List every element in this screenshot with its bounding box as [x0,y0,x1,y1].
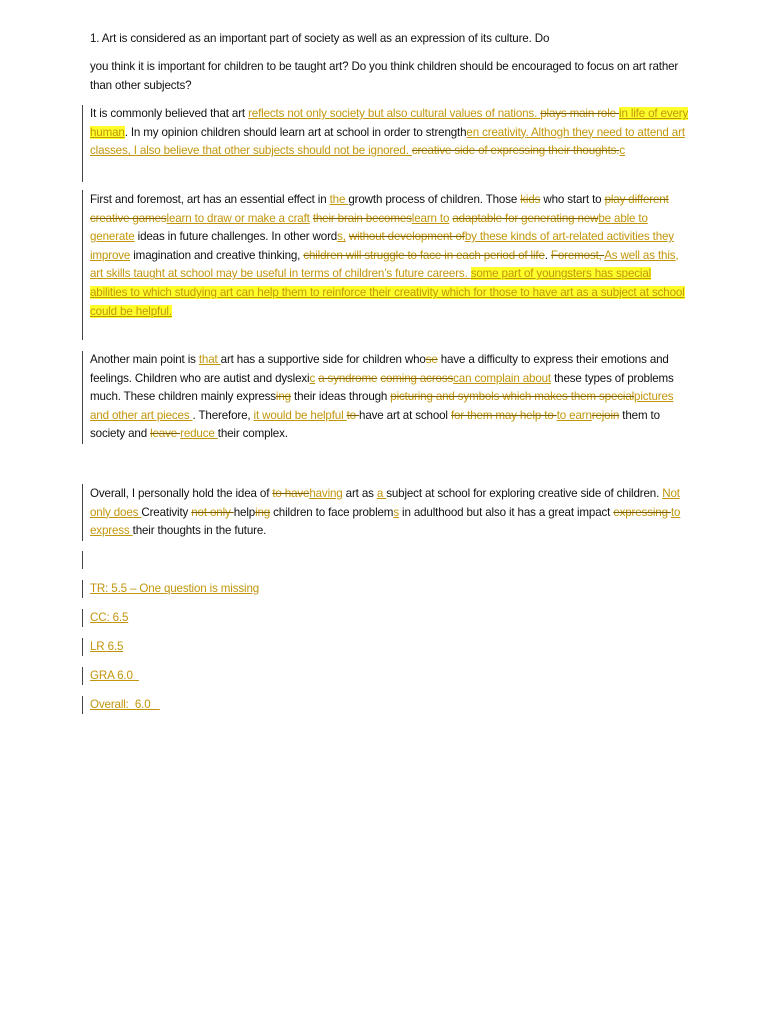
deleted-text: Foremost, [550,248,605,262]
inserted-text: to earn [556,408,592,422]
score-lexical-resource: LR 6.5 [90,640,124,653]
revision-bar [82,696,83,714]
highlighted-insertion: some part of youngsters has special abilities to which studying art can help them to reinforce their creativity which for those to have art as a subject at school could be helpful. [90,267,685,318]
inserted-text: having [309,487,343,500]
deleted-text: expressing [613,505,671,519]
deleted-text: not only [191,505,234,519]
inserted-text: As well as this, art skills taught at school may be useful in terms of children’s future careers. [90,248,679,281]
inserted-text: reflects not only society but also cultural values of nations. [248,107,541,120]
revision-bar [82,551,83,569]
inserted-text: the [329,193,349,206]
inserted-text: that [198,353,221,366]
score-coherence-cohesion: CC: 6.5 [90,611,129,624]
deleted-text: their brain becomes [312,211,412,225]
essay-text: these types of problems much. These children mainly express [90,371,674,404]
revision-bar [82,484,83,541]
essay-paragraph-body-2 [90,351,690,444]
essay-text: have a difficulty to express their emotions and feelings. Children who are autist and dyslexi [90,353,669,385]
deleted-text: children will struggle to face in each period of life [303,248,545,262]
inserted-text: by these kinds of art-related activities they improve [90,230,674,262]
essay-paragraph-conclusion [90,485,690,541]
deleted-text: coming across [380,371,454,385]
essay-text: ideas in future challenges. In other word [134,230,338,244]
essay-text: who start to [540,193,605,206]
highlighted-insertion: in life of every human [90,107,689,139]
essay-paragraph-body-1 [90,191,690,321]
essay-text: art as [342,487,377,500]
deleted-text: picturing and symbols which makes them special [390,390,635,404]
inserted-text: a [376,487,387,500]
essay-paragraph-intro [90,105,690,161]
essay-text: subject at school for exploring creative side of children. [386,487,663,500]
essay-text: Another main point is [90,353,199,366]
essay-text: Overall, I personally hold the idea of [90,487,273,500]
essay-text: have art at school [359,408,451,422]
essay-text: . [544,248,551,262]
deleted-text: a syndrome [318,371,378,385]
inserted-text: s [393,505,399,519]
deleted-text: without development of [348,230,465,244]
question-line-2: you think it is important for children to be taught art? Do you think children should be encouraged to focus on art rather than other subjects? [90,60,679,92]
revision-bar [82,638,83,656]
inserted-text: be able to generate [90,211,648,244]
inserted-text: Not only does [90,487,680,519]
inserted-text: en creativity. Althogh they need to attend art classes, I also believe that other subjects should not be ignored. [90,125,685,158]
inserted-text: c [309,371,316,385]
inserted-text: learn to draw or make a craft [166,211,310,225]
essay-text: them to society and [90,408,660,441]
revision-bar [82,609,83,627]
deleted-text: for them may help to [450,408,557,422]
deleted-text: rejoin [591,408,620,422]
essay-text: It is commonly believed that art [90,107,249,120]
essay-text: their thoughts in the future. [132,524,267,538]
inserted-text: s, [337,230,346,244]
deleted-text: leave [150,427,181,441]
essay-text: help [233,505,256,519]
deleted-text: to [346,408,360,422]
deleted-text: kids [520,193,541,206]
deleted-text: se [425,353,438,366]
essay-text: growth process of children. Those [348,193,521,206]
deleted-text: to have [272,487,310,500]
inserted-text: it would be helpful [253,408,347,422]
essay-text: . In my opinion children should learn art at school in order to strength [124,125,467,139]
inserted-text: reduce [180,427,218,441]
question-line-1: 1. Art is considered as an important part of society as well as an expression of its culture. Do [90,32,550,45]
deleted-text: ing [275,390,291,404]
essay-text: Creativity [141,505,192,519]
essay-text: children to face problem [270,505,394,519]
revision-bar [82,105,83,182]
deleted-text: ing [255,505,271,519]
essay-text: First and foremost, art has an essential effect in [90,193,330,206]
revision-bar [82,667,83,685]
essay-text: in adulthood but also it has a great impact [398,505,614,519]
score-grammar: GRA 6.0 [90,669,139,682]
inserted-text: to express [90,505,681,538]
revision-bar [82,580,83,598]
inserted-text: can complain about [453,371,551,385]
inserted-text: pictures and other art pieces [90,390,674,422]
score-overall: Overall: 6.0 [90,698,160,711]
score-task-response: TR: 5.5 – One question is missing [90,582,260,595]
inserted-text: learn to [411,211,450,225]
revision-bar [82,190,83,340]
deleted-text: plays main role [540,107,620,120]
essay-text: . Therefore, [192,408,254,422]
deleted-text: adaptable for generating new [452,211,599,225]
revision-bar [82,351,83,444]
inserted-text: c [619,144,626,158]
essay-text: their ideas through [290,390,391,404]
essay-text: imagination and creative thinking, [130,248,304,262]
essay-text: art has a supportive side for children who [220,353,426,366]
deleted-text: play different creative games [90,193,669,225]
essay-text: their complex. [217,427,288,441]
deleted-text: creative side of expressing their thoughts. [411,144,620,158]
